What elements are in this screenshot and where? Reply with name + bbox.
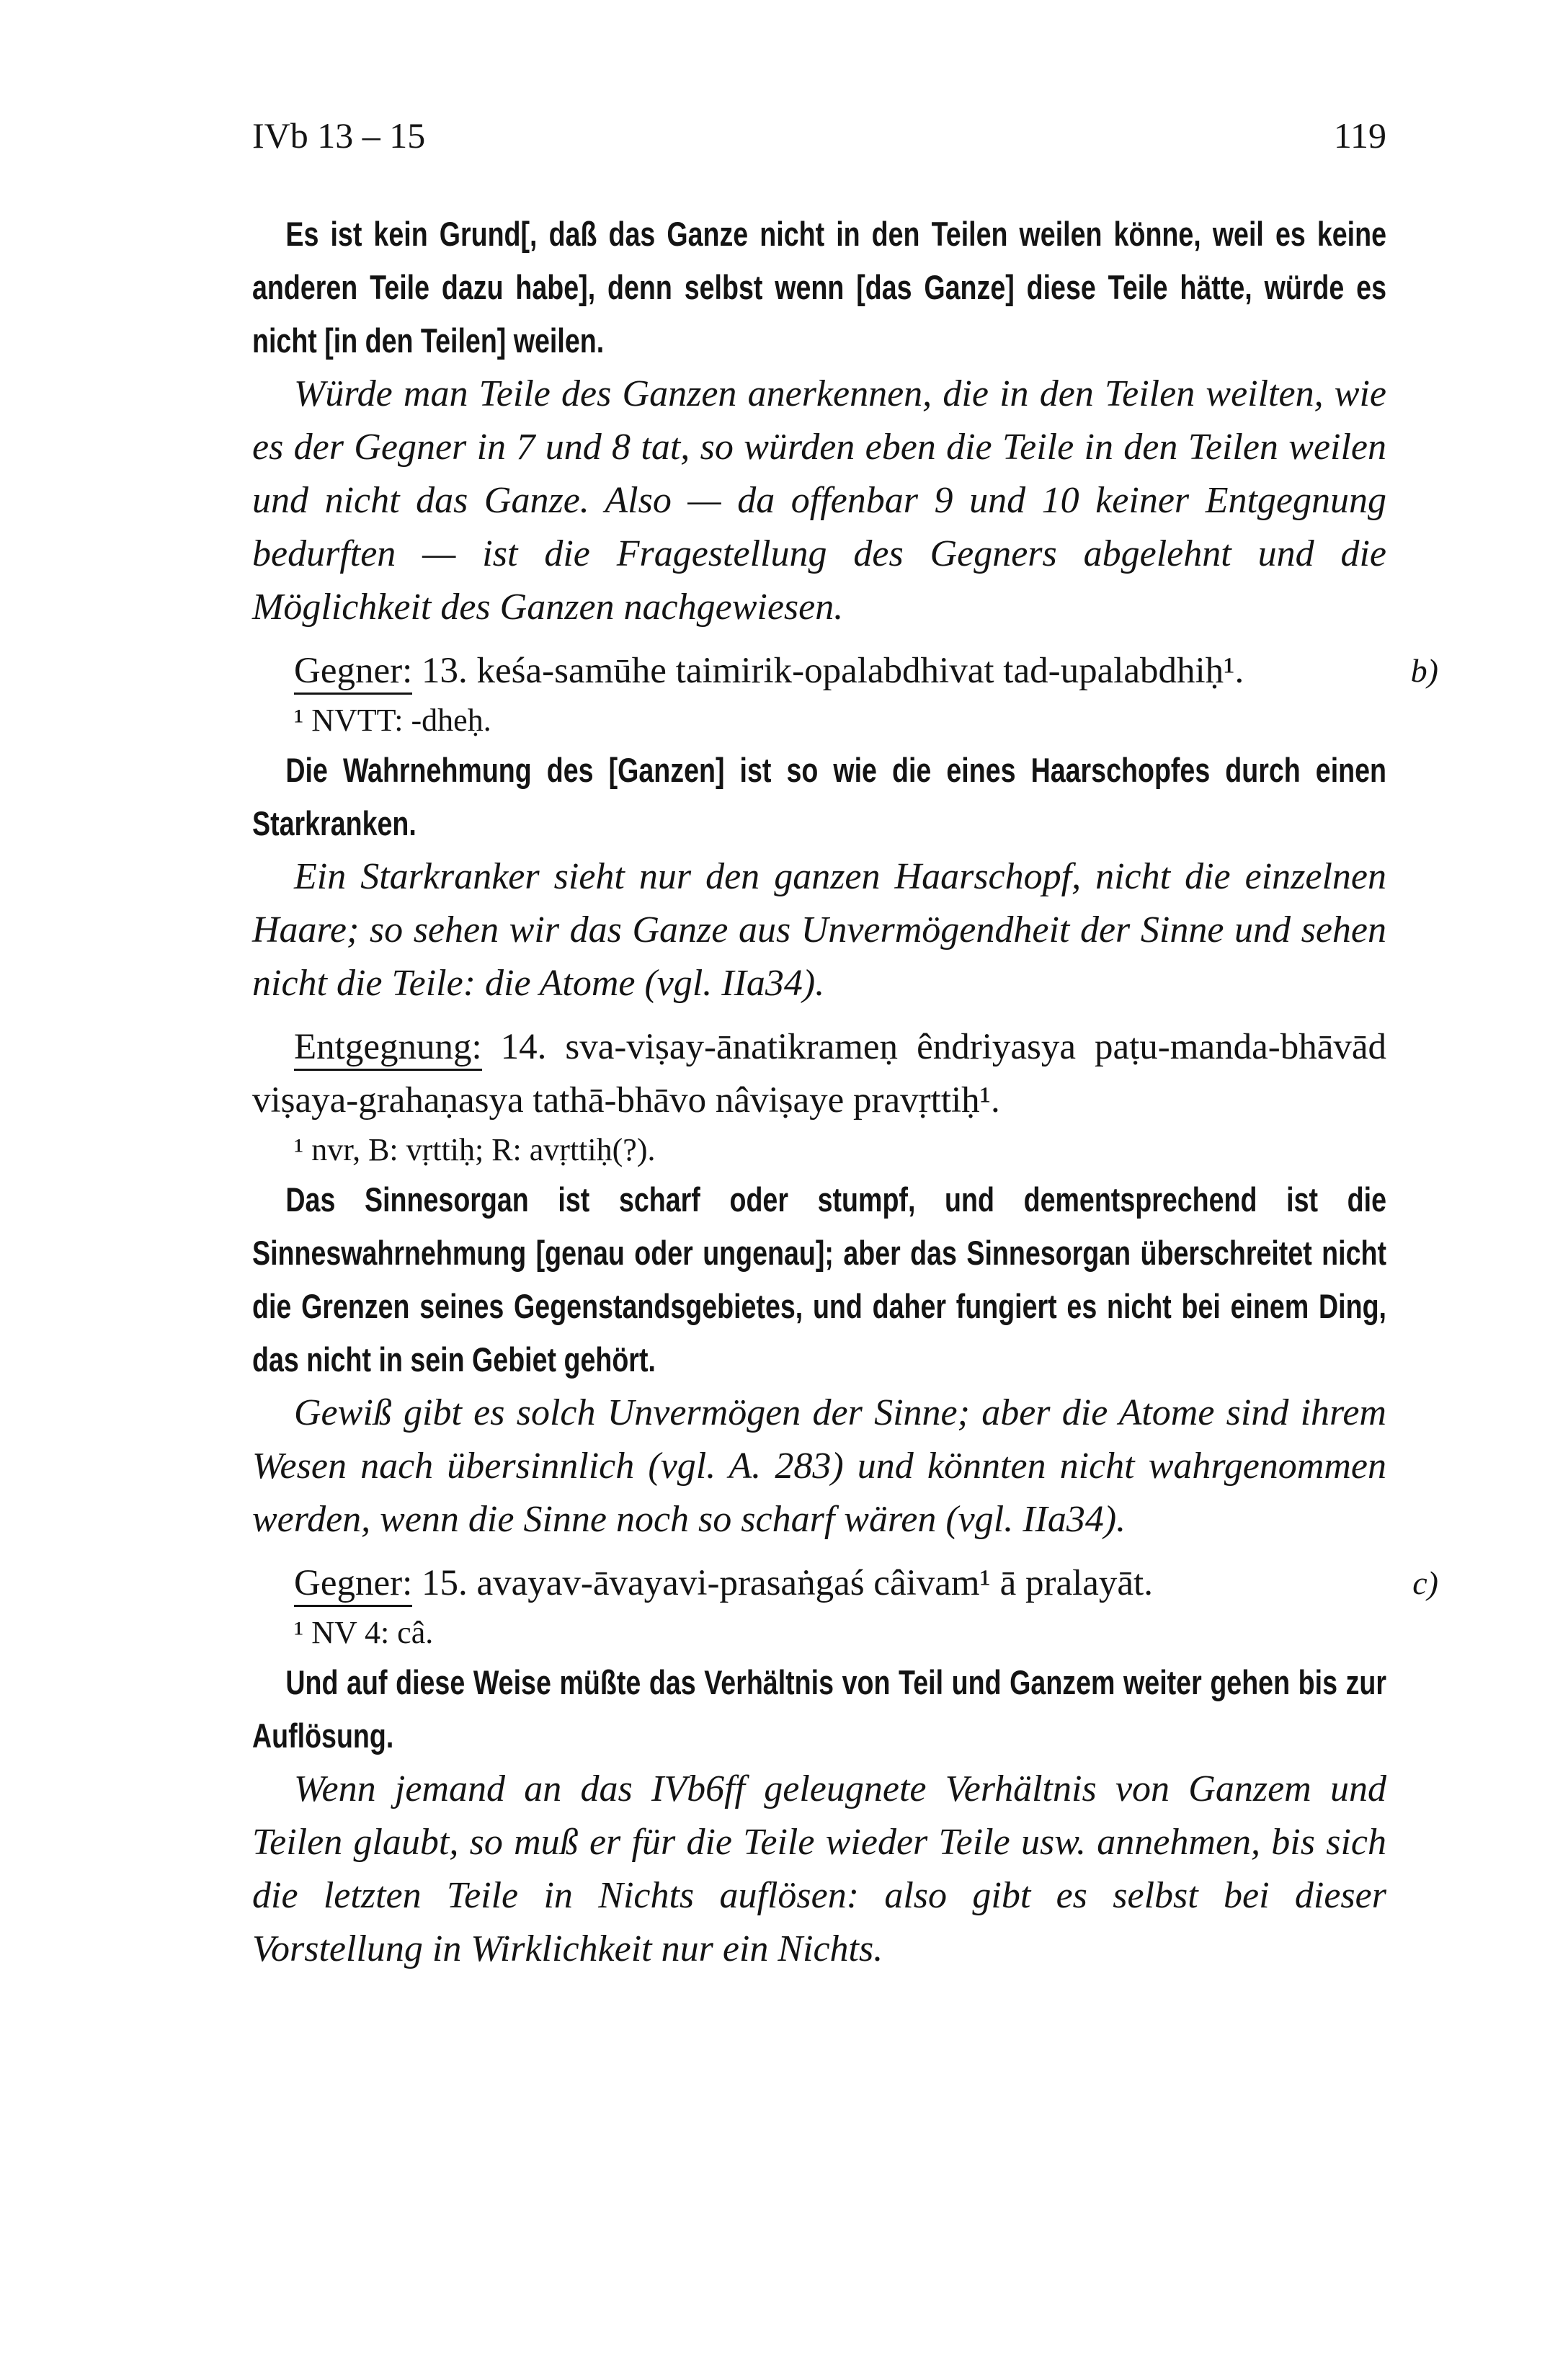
translation-paragraph: Es ist kein Grund[, daß das Ganze nicht in den Teilen weilen könne, weil es keine anderen Teile dazu habe], denn selbst wenn [das Ganze] diese Teile hätte, würde es nicht [in den Teilen] weilen. <box>252 215 1386 360</box>
commentary-paragraph: Wenn jemand an das IVb6ff geleugnete Verhältnis von Ganzem und Teilen glaubt, so muß er für die Teile wieder Teile usw. annehmen, bis sich die letzten Teile in Nichts auflösen: also gibt es selbst bei dieser Vorstellung in Wirklichkeit nur ein Nichts. <box>252 1768 1386 1969</box>
page-body <box>252 208 1438 1976</box>
footnote: ¹ NVTT: -dheḥ. <box>294 703 491 738</box>
section-reference: IVb 13 – 15 <box>252 115 426 156</box>
commentary-paragraph: Würde man Teile des Ganzen anerkennen, die in den Teilen weilten, wie es der Gegner in 7 und 8 tat, so würden eben die Teile in den Teilen weilen und nicht das Ganze. Also — da offenbar 9 und 10 keiner Entgegnung bedurften — ist die Fragestellung des Gegners abgelehnt und die Möglichkeit des Ganzen nachgewiesen. <box>252 373 1386 628</box>
margin-mark: b) <box>1410 652 1438 689</box>
translation-paragraph: Und auf diese Weise müßte das Verhältnis von Teil und Ganzem weiter gehen bis zur Auflösung. <box>252 1663 1386 1755</box>
speaker-label: Entgegnung: <box>294 1027 482 1071</box>
sutra-14 <box>252 1020 1386 1127</box>
margin-mark: c) <box>1412 1564 1438 1601</box>
running-head <box>252 114 1386 157</box>
translation-paragraph: Die Wahrnehmung des [Ganzen] ist so wie die eines Haarschopfes durch einen Starkranken. <box>252 751 1386 842</box>
sutra-text: 14. sva-viṣay-ānatikrameṇ êndriyasya paṭu-manda-bhāvād viṣaya-grahaṇasya tathā-bhāvo nâviṣaye pravṛttiḥ¹. <box>252 1027 1386 1121</box>
sutra-15 <box>252 1557 1438 1610</box>
page-number: 119 <box>1333 115 1386 156</box>
speaker-label: Gegner: <box>294 651 412 695</box>
commentary-paragraph: Ein Starkranker sieht nur den ganzen Haarschopf, nicht die einzelnen Haare; so sehen wir das Ganze aus Unvermögendheit der Sinne und sehen nicht die Teile: die Atome (vgl. IIa34). <box>252 856 1386 1004</box>
translation-paragraph: Das Sinnesorgan ist scharf oder stumpf, und dementsprechend ist die Sinneswahrnehmung [genau oder ungenau]; aber das Sinnesorgan überschreitet nicht die Grenzen seines Gegenstandsgebietes, und daher fungiert es nicht bei einem Ding, das nicht in sein Gebiet gehört. <box>252 1180 1386 1379</box>
footnote: ¹ NV 4: câ. <box>294 1615 434 1650</box>
sutra-text: 13. keśa-samūhe taimirik-opalabdhivat tad-upalabdhiḥ¹. <box>422 651 1244 691</box>
sutra-13 <box>252 644 1438 698</box>
footnote: ¹ nvr, B: vṛttiḥ; R: avṛttiḥ(?). <box>294 1132 656 1167</box>
speaker-label: Gegner: <box>294 1563 412 1607</box>
sutra-text: 15. avayav-āvayavi-prasaṅgaś câivam¹ ā pralayāt. <box>422 1563 1153 1603</box>
commentary-paragraph: Gewiß gibt es solch Unvermögen der Sinne; aber die Atome sind ihrem Wesen nach übersinnlich (vgl. A. 283) und könnten nicht wahrgenommen werden, wenn die Sinne noch so scharf wären (vgl. IIa34). <box>252 1392 1386 1540</box>
